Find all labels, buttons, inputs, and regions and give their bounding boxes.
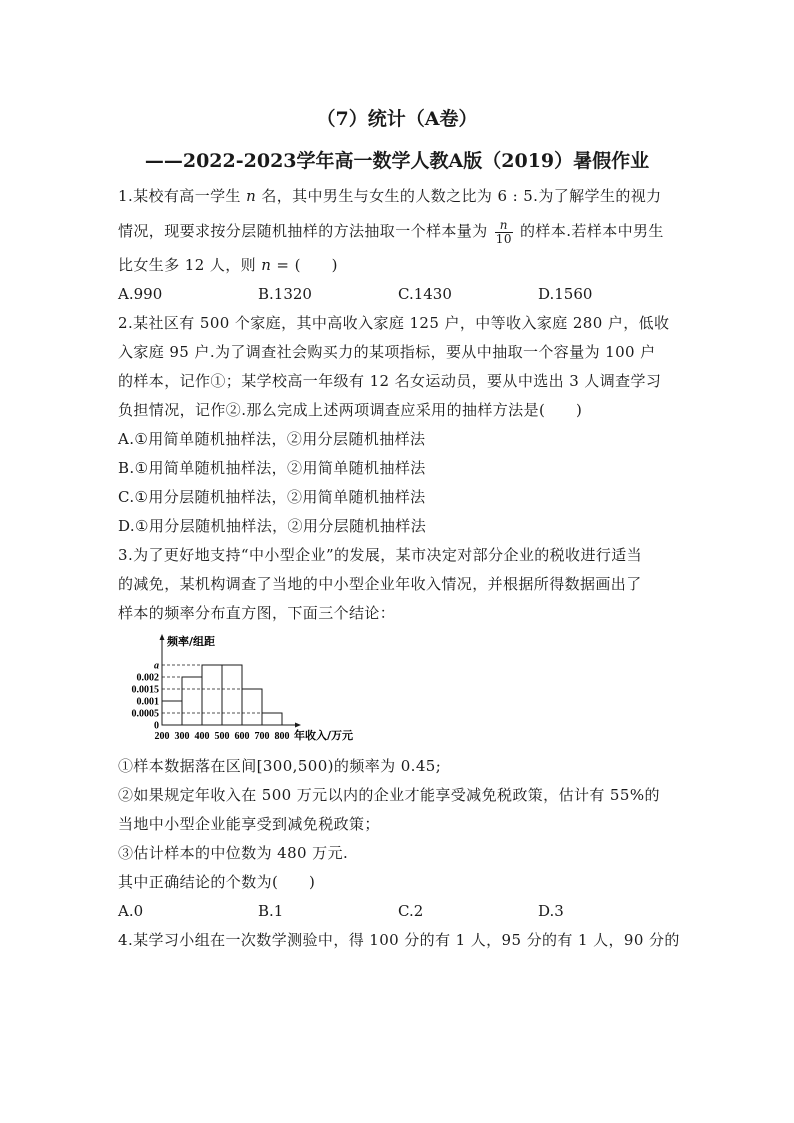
y-tick-label: 0.001	[136, 696, 159, 708]
q2-option-a: A.①用简单随机抽样法，②用分层随机抽样法	[118, 430, 426, 448]
histogram-bar-2	[182, 677, 202, 725]
y-axis-label: 频率/组距	[167, 635, 216, 648]
q2-line-2: 入家庭 95 户.为了调查社会购买力的某项指标，要从中抽取一个容量为 100 户	[118, 343, 656, 361]
q1-choice-d: D.1560	[538, 285, 593, 303]
q2-option-c: C.①用分层随机抽样法，②用简单随机抽样法	[118, 488, 426, 506]
variable-n: n	[246, 187, 257, 205]
q1-line-2: 情况，现要求按分层随机抽样的方法抽取一个样本量为 $\frac{n}{10}$ 的样本.若样本中男生	[118, 217, 664, 246]
y-tick-label: 0.002	[136, 672, 159, 684]
q3-statement-2-cont: 当地中小型企业能享受到减免税政策；	[118, 815, 380, 833]
q3-choices	[118, 897, 678, 926]
frequency-histogram	[120, 634, 370, 746]
y-tick-label: a	[154, 660, 159, 672]
q3-statement-1: ①样本数据落在区间[300,500)的频率为 0.45;	[118, 757, 442, 775]
fraction-n-over-10: $\frac{n}{10}$	[495, 217, 512, 246]
q3-choice-d: D.3	[538, 902, 564, 920]
x-tick-label: 200	[154, 731, 170, 742]
q3-line-3: 样本的频率分布直方图，下面三个结论：	[118, 604, 396, 622]
histogram-bar-6	[262, 713, 282, 725]
q2-option-d: D.①用分层随机抽样法，②用分层随机抽样法	[118, 517, 427, 535]
q1-choice-c: C.1430	[398, 285, 452, 303]
document-title: （7）统计（A卷）	[316, 108, 478, 130]
q3-choice-b: B.1	[258, 902, 284, 920]
x-tick-label: 600	[234, 731, 250, 742]
q3-question: 其中正确结论的个数为( )	[118, 873, 316, 891]
x-tick-label: 500	[214, 731, 230, 742]
q3-line-1: 3.为了更好地支持“中小型企业”的发展，某市决定对部分企业的税收进行适当	[118, 546, 643, 564]
y-tick-label: 0.0015	[131, 684, 159, 696]
x-tick-label: 400	[194, 731, 210, 742]
histogram-bar-3	[202, 665, 222, 725]
q3-choice-a: A.0	[118, 902, 144, 920]
x-tick-label: 800	[274, 731, 290, 742]
histogram-bar-5	[242, 689, 262, 725]
y-tick-label: 0	[154, 720, 159, 732]
y-axis-arrow	[160, 634, 165, 640]
q1-line-1: 1.某校有高一学生 n 名，其中男生与女生的人数之比为 6 : 5.为了解学生的视力	[118, 187, 662, 205]
x-tick-label: 700	[254, 731, 270, 742]
q3-line-2: 的减免，某机构调查了当地的中小型企业年收入情况，并根据所得数据画出了	[118, 575, 642, 593]
q1-choice-b: B.1320	[258, 285, 312, 303]
q2-option-b: B.①用简单随机抽样法，②用简单随机抽样法	[118, 459, 426, 477]
q2-line-3: 的样本，记作①；某学校高一年级有 12 名女运动员，要从中选出 3 人调查学习	[118, 372, 662, 390]
x-tick-label: 300	[174, 731, 190, 742]
q1-line-3: 比女生多 12 人，则 n = ( )	[118, 256, 338, 274]
q3-statement-3: ③估计样本的中位数为 480 万元.	[118, 844, 349, 862]
q1-choices	[118, 280, 678, 309]
q2-line-1: 2.某社区有 500 个家庭，其中高收入家庭 125 户，中等收入家庭 280 户，低收	[118, 314, 670, 332]
q3-choice-c: C.2	[398, 902, 424, 920]
document-body	[118, 182, 678, 955]
q4-line-1: 4.某学习小组在一次数学测验中，得 100 分的有 1 人，95 分的有 1 人，90 分的	[118, 931, 680, 949]
y-tick-label: 0.0005	[131, 708, 159, 720]
x-axis-arrow	[295, 723, 301, 728]
q1-choice-a: A.990	[118, 285, 163, 303]
histogram-figure	[118, 628, 678, 752]
q2-line-4: 负担情况，记作②.那么完成上述两项调查应采用的抽样方法是( )	[118, 401, 583, 419]
x-axis-label: 年收入/万元	[294, 729, 354, 742]
document-subtitle: ——2022-2023学年高一数学人教A版（2019）暑假作业	[144, 150, 650, 172]
histogram-bar-4	[222, 665, 242, 725]
q3-statement-2: ②如果规定年收入在 500 万元以内的企业才能享受减免税政策，估计有 55%的	[118, 786, 660, 804]
